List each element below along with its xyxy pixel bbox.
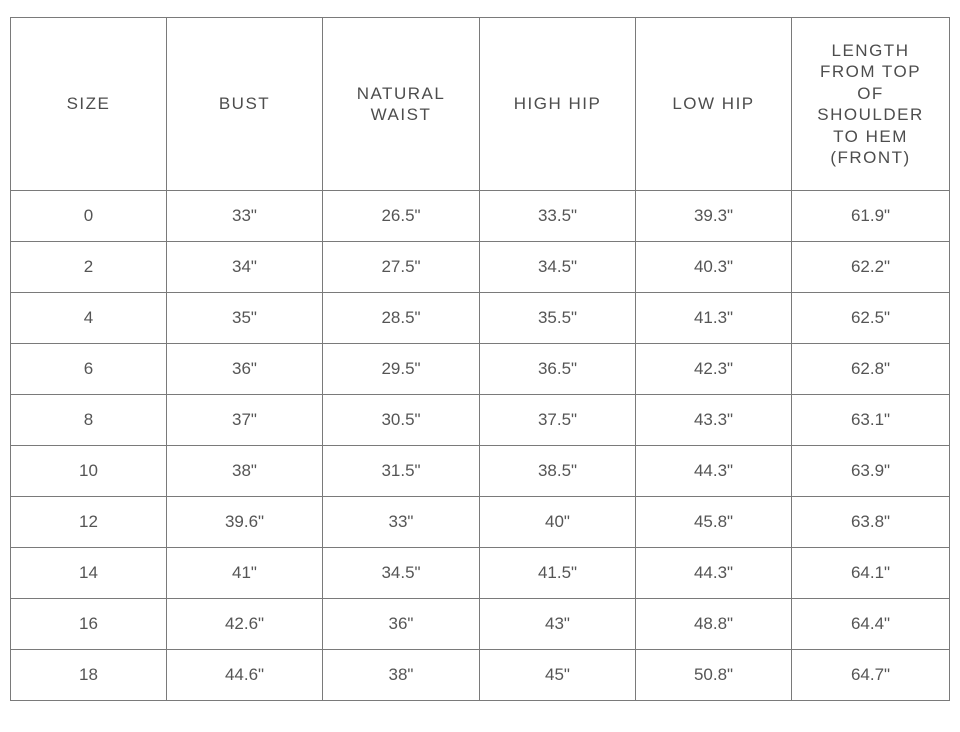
header-natural-waist [323, 18, 480, 191]
cell-high-hip: 35.5" [480, 293, 636, 344]
cell-size: 6 [11, 344, 167, 395]
cell-length: 63.9" [792, 446, 950, 497]
cell-natural-waist: 31.5" [323, 446, 480, 497]
cell-bust: 35" [167, 293, 323, 344]
cell-high-hip: 45" [480, 650, 636, 701]
cell-high-hip: 36.5" [480, 344, 636, 395]
cell-high-hip: 33.5" [480, 191, 636, 242]
cell-bust: 34" [167, 242, 323, 293]
table-row [11, 599, 950, 650]
header-low-hip [636, 18, 792, 191]
cell-natural-waist: 29.5" [323, 344, 480, 395]
header-low-hip-label: LOW HIP [672, 94, 755, 114]
header-length [792, 18, 950, 191]
cell-natural-waist: 33" [323, 497, 480, 548]
cell-length: 62.5" [792, 293, 950, 344]
table-row [11, 650, 950, 701]
cell-low-hip: 41.3" [636, 293, 792, 344]
cell-high-hip: 37.5" [480, 395, 636, 446]
cell-natural-waist: 28.5" [323, 293, 480, 344]
cell-natural-waist: 36" [323, 599, 480, 650]
cell-bust: 39.6" [167, 497, 323, 548]
cell-size: 2 [11, 242, 167, 293]
cell-size: 16 [11, 599, 167, 650]
cell-natural-waist: 27.5" [323, 242, 480, 293]
table-row [11, 497, 950, 548]
cell-size: 8 [11, 395, 167, 446]
header-natural-waist-label: NATURAL WAIST [356, 83, 446, 124]
cell-low-hip: 39.3" [636, 191, 792, 242]
cell-natural-waist: 26.5" [323, 191, 480, 242]
cell-bust: 41" [167, 548, 323, 599]
cell-bust: 44.6" [167, 650, 323, 701]
cell-low-hip: 48.8" [636, 599, 792, 650]
cell-size: 12 [11, 497, 167, 548]
cell-length: 63.1" [792, 395, 950, 446]
cell-length: 64.4" [792, 599, 950, 650]
cell-natural-waist: 30.5" [323, 395, 480, 446]
table-row [11, 395, 950, 446]
table-row [11, 293, 950, 344]
table-row [11, 344, 950, 395]
cell-natural-waist: 38" [323, 650, 480, 701]
cell-low-hip: 40.3" [636, 242, 792, 293]
size-chart-table [10, 17, 950, 701]
cell-size: 0 [11, 191, 167, 242]
cell-length: 61.9" [792, 191, 950, 242]
cell-size: 4 [11, 293, 167, 344]
size-chart-body [11, 191, 950, 701]
table-row [11, 242, 950, 293]
header-bust-label: BUST [218, 94, 271, 114]
table-row [11, 548, 950, 599]
cell-low-hip: 45.8" [636, 497, 792, 548]
cell-low-hip: 44.3" [636, 548, 792, 599]
header-size [11, 18, 167, 191]
cell-high-hip: 38.5" [480, 446, 636, 497]
cell-bust: 37" [167, 395, 323, 446]
header-high-hip-label: HIGH HIP [513, 94, 602, 114]
cell-size: 14 [11, 548, 167, 599]
cell-size: 18 [11, 650, 167, 701]
cell-length: 63.8" [792, 497, 950, 548]
header-length-label: LENGTH FROM TOP OF SHOULDER TO HEM (FRONT) [817, 40, 924, 167]
cell-natural-waist: 34.5" [323, 548, 480, 599]
header-bust [167, 18, 323, 191]
cell-length: 62.8" [792, 344, 950, 395]
cell-high-hip: 40" [480, 497, 636, 548]
size-chart-header [11, 18, 950, 191]
cell-length: 64.7" [792, 650, 950, 701]
cell-bust: 36" [167, 344, 323, 395]
cell-low-hip: 50.8" [636, 650, 792, 701]
cell-low-hip: 43.3" [636, 395, 792, 446]
cell-bust: 38" [167, 446, 323, 497]
cell-low-hip: 42.3" [636, 344, 792, 395]
cell-high-hip: 43" [480, 599, 636, 650]
cell-high-hip: 34.5" [480, 242, 636, 293]
cell-length: 64.1" [792, 548, 950, 599]
cell-length: 62.2" [792, 242, 950, 293]
table-row [11, 191, 950, 242]
header-size-label: SIZE [66, 94, 111, 114]
table-row [11, 446, 950, 497]
cell-bust: 33" [167, 191, 323, 242]
header-high-hip [480, 18, 636, 191]
cell-bust: 42.6" [167, 599, 323, 650]
cell-low-hip: 44.3" [636, 446, 792, 497]
cell-high-hip: 41.5" [480, 548, 636, 599]
cell-size: 10 [11, 446, 167, 497]
header-row [11, 18, 950, 191]
